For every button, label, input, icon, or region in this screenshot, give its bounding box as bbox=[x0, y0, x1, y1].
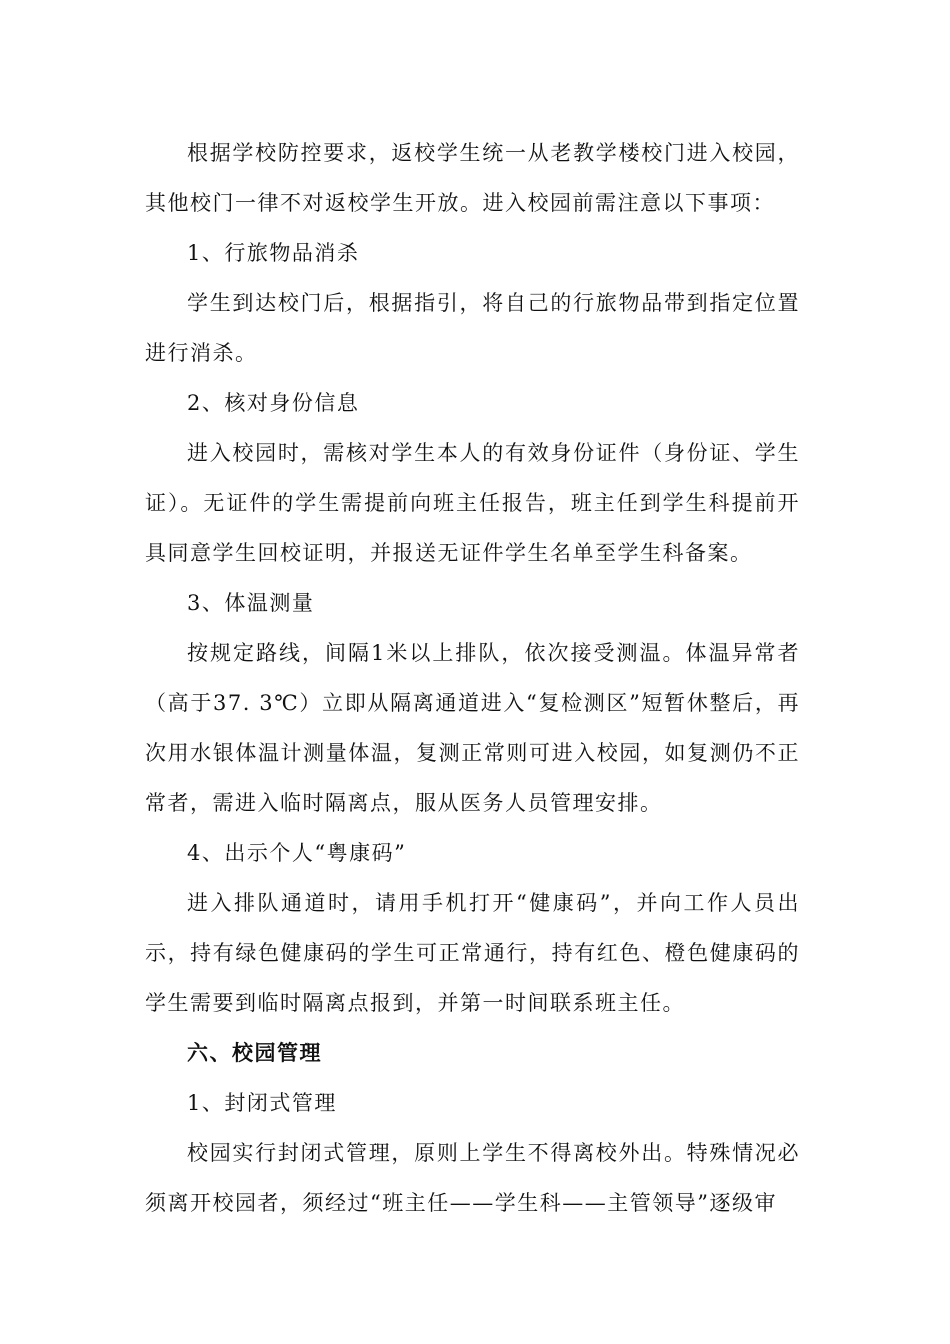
subheading-closed-management: 1、封闭式管理 bbox=[187, 1091, 337, 1115]
section-heading-campus-management: 六、校园管理 bbox=[187, 1040, 322, 1065]
document-body bbox=[145, 128, 800, 1228]
paragraph-entry-rules: 根据学校防控要求，返校学生统一从老教学楼校门进入校园，其他校门一律不对返校学生开放。进入校园前需注意以下事项： bbox=[145, 141, 800, 215]
paragraph-temperature-check: 按规定路线，间隔1米以上排队，依次接受测温。体温异常者（高于37. 3℃）立即从隔离通道进入“复检测区”短暂休整后，再次用水银体温计测量体温，复测正常则可进入校园，如复测仍不正常者，需进入临时隔离点，服从医务人员管理安排。 bbox=[145, 641, 800, 815]
subheading-health-code: 4、出示个人“粤康码” bbox=[187, 841, 407, 865]
paragraph-identity-check: 进入校园时，需核对学生本人的有效身份证件（身份证、学生证）。无证件的学生需提前向班主任报告，班主任到学生科提前开具同意学生回校证明，并报送无证件学生名单至学生科备案。 bbox=[145, 441, 800, 565]
subheading-luggage-disinfection: 1、行旅物品消杀 bbox=[187, 241, 360, 265]
paragraph-health-code: 进入排队通道时，请用手机打开“健康码”，并向工作人员出示，持有绿色健康码的学生可正常通行，持有红色、橙色健康码的学生需要到临时隔离点报到，并第一时间联系班主任。 bbox=[145, 891, 800, 1015]
subheading-temperature-check: 3、体温测量 bbox=[187, 591, 315, 615]
subheading-identity-check: 2、核对身份信息 bbox=[187, 391, 360, 415]
paragraph-luggage-disinfection: 学生到达校门后，根据指引，将自己的行旅物品带到指定位置进行消杀。 bbox=[145, 291, 800, 365]
paragraph-closed-management: 校园实行封闭式管理，原则上学生不得离校外出。特殊情况必须离开校园者，须经过“班主任——学生科——主管领导”逐级审 bbox=[145, 1141, 800, 1215]
